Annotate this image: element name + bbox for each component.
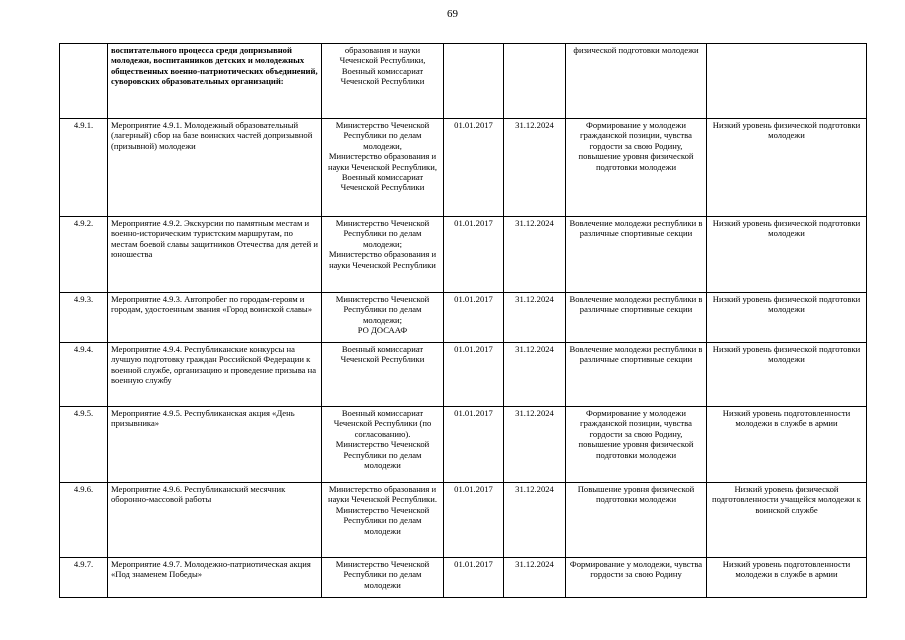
risk-cell (707, 44, 867, 119)
executor-line: образования и науки Чеченской Республики, (339, 45, 426, 66)
row-number-cell: 4.9.1. (60, 119, 108, 217)
start-date-cell: 01.01.2017 (444, 119, 504, 217)
activity-name-cell: Мероприятие 4.9.1. Молодежный образовательный (лагерный) сбор на базе воинских частей допризывной (призывной) молодежи (108, 119, 322, 217)
executors-cell (322, 483, 444, 558)
executor-line: Министерство Чеченской Республики по делам молодежи (335, 559, 430, 590)
program-activities-table (59, 43, 867, 598)
result-cell: Формирование у молодежи гражданской позиции, чувства гордости за свою Родину, повышение уровня физической подготовки молодежи (566, 119, 707, 217)
activity-name-cell: воспитательного процесса среди допризывной молодежи, воспитанников детских и молодежных общественных военно-патриотических объединений, суворовских образовательных организаций: (108, 44, 322, 119)
executors-cell (322, 558, 444, 598)
executors-cell (322, 343, 444, 407)
activity-name-cell: Мероприятие 4.9.4. Республиканские конкурсы на лучшую подготовку граждан Российской Федерации к военной службе, организацию и проведение призыва на военную службу (108, 343, 322, 407)
start-date-cell: 01.01.2017 (444, 293, 504, 343)
end-date-cell (504, 44, 566, 119)
executor-line: Министерство Чеченской Республики по делам молодежи (335, 439, 430, 471)
risk-cell: Низкий уровень подготовленности молодежи в службе в армии (707, 407, 867, 483)
end-date-cell: 31.12.2024 (504, 217, 566, 293)
result-cell: физической подготовки молодежи (566, 44, 707, 119)
table-row (60, 407, 867, 483)
executors-cell (322, 119, 444, 217)
row-number-cell: 4.9.6. (60, 483, 108, 558)
end-date-cell: 31.12.2024 (504, 343, 566, 407)
table-row (60, 44, 867, 119)
result-cell: Формирование у молодежи гражданской позиции, чувства гордости за свою Родину, повышение уровня физической подготовки молодежи (566, 407, 707, 483)
result-cell: Повышение уровня физической подготовки молодежи (566, 483, 707, 558)
start-date-cell: 01.01.2017 (444, 558, 504, 598)
activity-name-cell: Мероприятие 4.9.6. Республиканский месячник оборонно-массовой работы (108, 483, 322, 558)
executor-line: Военный комиссариат Чеченской Республики (340, 172, 425, 193)
table-row (60, 483, 867, 558)
page-number: 69 (447, 8, 458, 20)
row-number-cell: 4.9.4. (60, 343, 108, 407)
risk-cell: Низкий уровень физической подготовленности учащейся молодежи к воинской службе (707, 483, 867, 558)
start-date-cell: 01.01.2017 (444, 343, 504, 407)
executor-line: РО ДОСААФ (357, 325, 408, 336)
table-row (60, 217, 867, 293)
result-cell: Вовлечение молодежи республики в различные спортивные секции (566, 217, 707, 293)
activity-name-cell: Мероприятие 4.9.2. Экскурсии по памятным местам и военно-историческим туристским маршрутам, по местам боевой славы защитников Отечества для детей и юношества (108, 217, 322, 293)
executors-cell (322, 293, 444, 343)
row-number-cell: 4.9.7. (60, 558, 108, 598)
row-number-cell: 4.9.2. (60, 217, 108, 293)
table-row (60, 343, 867, 407)
executor-line: Военный комиссариат Чеченской Республики (по согласованию). (333, 408, 432, 439)
result-cell: Вовлечение молодежи республики в различные спортивные секции (566, 293, 707, 343)
start-date-cell (444, 44, 504, 119)
risk-cell: Низкий уровень физической подготовки молодежи (707, 119, 867, 217)
activity-name-cell: Мероприятие 4.9.7. Молодежно-патриотическая акция «Под знаменем Победы» (108, 558, 322, 598)
activity-name-cell: Мероприятие 4.9.3. Автопробег по городам-героям и городам, удостоенным звания «Город воинской славы» (108, 293, 322, 343)
executor-line: Министерство Чеченской Республики по делам молодежи; (335, 218, 430, 249)
executor-line: Министерство Чеченской Республики по делам молодежи, (335, 120, 430, 151)
end-date-cell: 31.12.2024 (504, 293, 566, 343)
executor-line: Министерство Чеченской Республики по делам молодежи (335, 504, 430, 536)
executors-cell (322, 44, 444, 119)
risk-cell: Низкий уровень физической подготовки молодежи (707, 343, 867, 407)
executor-line: Военный комиссариат Чеченской Республики (340, 344, 425, 365)
end-date-cell: 31.12.2024 (504, 558, 566, 598)
activity-name-cell: Мероприятие 4.9.5. Республиканская акция «День призывника» (108, 407, 322, 483)
row-number-cell: 4.9.5. (60, 407, 108, 483)
executor-line: Министерство Чеченской Республики по делам молодежи; (335, 294, 430, 325)
risk-cell: Низкий уровень физической подготовки молодежи (707, 217, 867, 293)
executor-line: Министерство образования и науки Чеченской Республики. (328, 484, 437, 505)
start-date-cell: 01.01.2017 (444, 407, 504, 483)
executors-cell (322, 217, 444, 293)
end-date-cell: 31.12.2024 (504, 483, 566, 558)
executor-line: Министерство образования и науки Чеченской Республики, (328, 151, 437, 172)
start-date-cell: 01.01.2017 (444, 217, 504, 293)
executors-cell (322, 407, 444, 483)
executor-line: Министерство образования и науки Чеченской Республики (328, 249, 437, 270)
row-number-cell: 4.9.3. (60, 293, 108, 343)
result-cell: Вовлечение молодежи республики в различные спортивные секции (566, 343, 707, 407)
table-row (60, 293, 867, 343)
table-row (60, 119, 867, 217)
executor-line: Военный комиссариат Чеченской Республики (340, 65, 425, 87)
table-row (60, 558, 867, 598)
end-date-cell: 31.12.2024 (504, 407, 566, 483)
start-date-cell: 01.01.2017 (444, 483, 504, 558)
row-number-cell (60, 44, 108, 119)
result-cell: Формирование у молодежи, чувства гордости за свою Родину (566, 558, 707, 598)
end-date-cell: 31.12.2024 (504, 119, 566, 217)
risk-cell: Низкий уровень подготовленности молодежи в службе в армии (707, 558, 867, 598)
risk-cell: Низкий уровень физической подготовки молодежи (707, 293, 867, 343)
